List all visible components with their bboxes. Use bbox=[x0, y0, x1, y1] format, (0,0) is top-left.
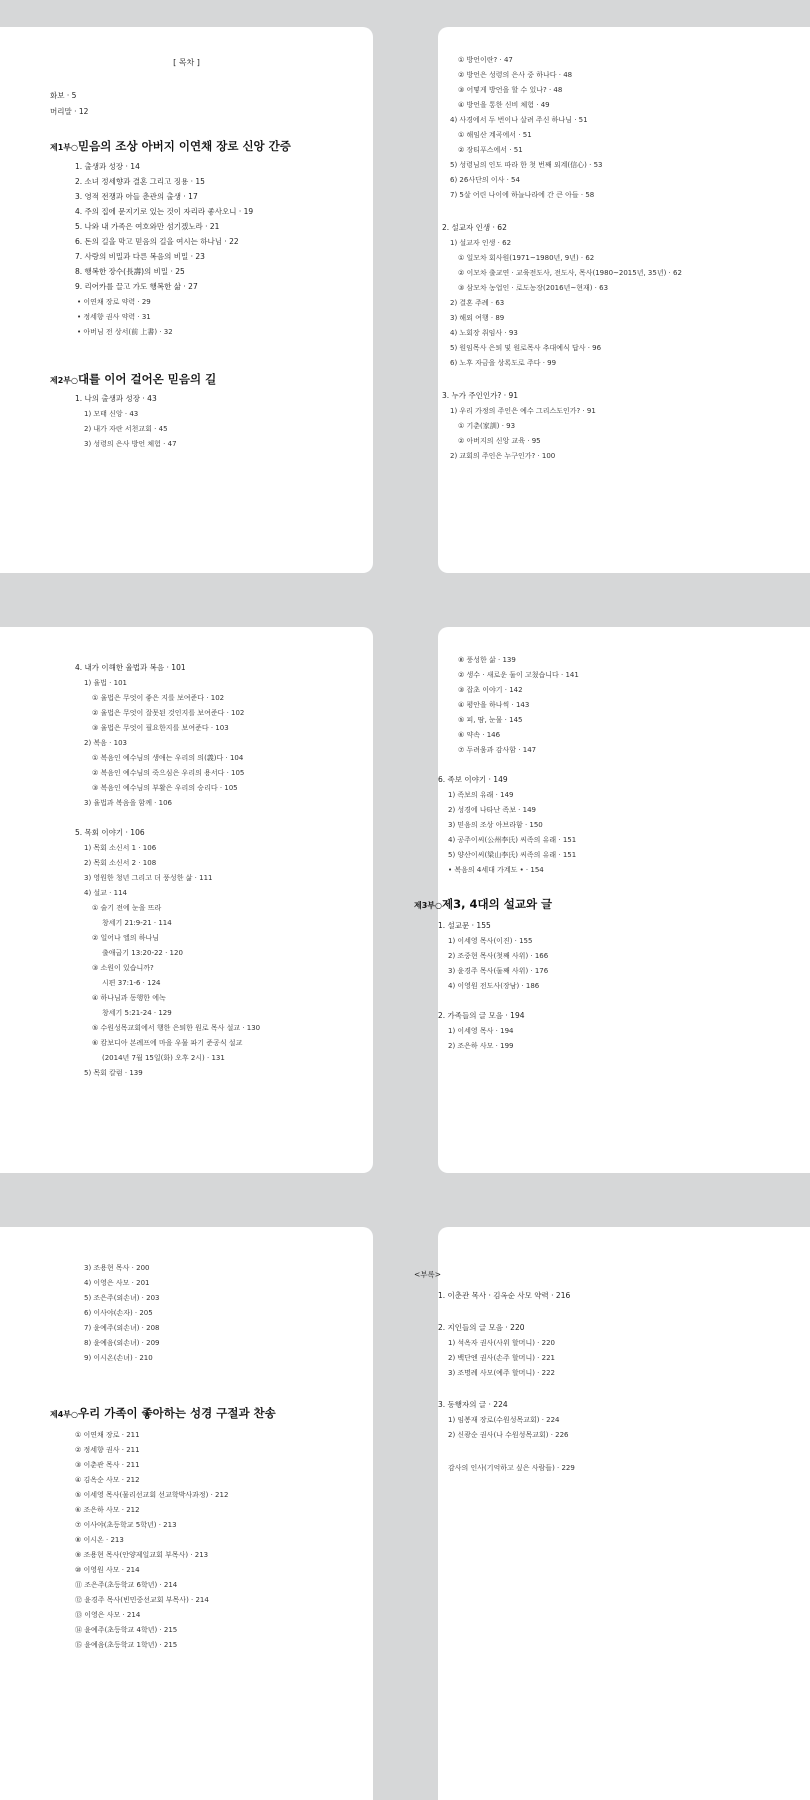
toc-entry: 4. 내가 이해한 율법과 복음 · 101 bbox=[75, 663, 186, 672]
toc-entry: ⑬ 이영은 사모 · 214 bbox=[75, 1611, 141, 1619]
toc-entry: 4) 공주이씨(公州李氏) 씨족의 유래 · 151 bbox=[448, 836, 577, 844]
toc-entry: ⑤ 이세영 목사(물리선교회 선교학박사과정) · 212 bbox=[75, 1491, 229, 1499]
toc-entry: 6) 26사단의 이사 · 54 bbox=[450, 176, 520, 184]
page-1 bbox=[0, 27, 373, 573]
toc-entry: 1) 족보의 유래 · 149 bbox=[448, 791, 514, 799]
toc-entry: 2. 지인들의 글 모음 · 220 bbox=[438, 1323, 525, 1332]
toc-entry: ③ 잡초 이야기 · 142 bbox=[458, 686, 523, 694]
toc-entry: 9. 리어카를 끌고 가도 행복한 삶 · 27 bbox=[75, 282, 198, 291]
appendix-title: <부록> bbox=[414, 1270, 442, 1279]
part-title: 우리 가족이 좋아하는 성경 구절과 찬송 bbox=[78, 1406, 276, 1420]
toc-entry: ① 이연채 장로 · 211 bbox=[75, 1431, 140, 1439]
toc-entry: 2) 백단엔 권사(손주 할머니) · 221 bbox=[448, 1354, 555, 1362]
toc-entry: 3) 영원한 청년 그리고 더 풍성한 삶 · 111 bbox=[84, 874, 213, 882]
toc-entry: 5. 목회 이야기 · 106 bbox=[75, 828, 145, 837]
toc-entry: ⑨ 조용현 목사(안양제일교회 부목사) · 213 bbox=[75, 1551, 209, 1559]
toc-entry: ⑥ 조은하 사모 · 212 bbox=[75, 1506, 140, 1514]
toc-entry: 1) 우리 가정의 주인은 예수 그리스도인가? · 91 bbox=[450, 407, 596, 415]
toc-entry: ② 이모차 출교연 · 교육전도사, 전도사, 목사(1980~2015년, 35년) · 62 bbox=[458, 269, 682, 277]
toc-entry: ② 복음인 예수님의 죽으심은 우리의 용서다 · 105 bbox=[92, 769, 245, 777]
toc-entry: 2) 성경에 나타난 족보 · 149 bbox=[448, 806, 536, 814]
toc-entry: 1. 이춘관 목사 · 김옥순 사모 약력 · 216 bbox=[438, 1291, 571, 1300]
toc-entry: ① 율법은 무엇이 좋은 지를 보여준다 · 102 bbox=[92, 694, 225, 702]
toc-entry: 4) 이영원 전도사(장남) · 186 bbox=[448, 982, 540, 990]
part-title: 대를 이어 걸어온 믿음의 길 bbox=[78, 372, 217, 386]
toc-entry: 1. 나의 출생과 성장 · 43 bbox=[75, 394, 157, 403]
toc-entry: ⑮ 윤예음(초등학교 1학년) · 215 bbox=[75, 1641, 178, 1649]
toc-entry: 5) 성령님의 인도 따라 한 첫 번째 외계(信心) · 53 bbox=[450, 161, 603, 169]
toc-entry: ③ 율법은 무엇이 필요한지를 보여준다 · 103 bbox=[92, 724, 229, 732]
toc-entry: 3) 조명례 사모(예주 할머니) · 222 bbox=[448, 1369, 555, 1377]
toc-entry: ⑦ 이사야(초등학교 5학년) · 213 bbox=[75, 1521, 177, 1529]
toc-entry: • 복음의 4세대 가계도 • · 154 bbox=[448, 866, 544, 874]
toc-entry: ⑩ 이영원 사모 · 214 bbox=[75, 1566, 140, 1574]
toc-entry: 창세기 21:9-21 · 114 bbox=[102, 919, 172, 927]
toc-entry: 1. 설교문 · 155 bbox=[438, 921, 491, 930]
toc-entry: ① 일모차 회사원(1971~1980년, 9년) · 62 bbox=[458, 254, 595, 262]
toc-entry: 1) 설교자 인생 · 62 bbox=[450, 239, 512, 247]
toc-entry: 4) 노회장 취임사 · 93 bbox=[450, 329, 518, 337]
toc-entry: 2) 교회의 주인은 누구인가? · 100 bbox=[450, 452, 556, 460]
toc-entry: ⑭ 윤예주(초등학교 4학년) · 215 bbox=[75, 1626, 178, 1634]
toc-entry: ⑧ 이시온 · 213 bbox=[75, 1536, 124, 1544]
toc-entry: ⑧ 풍성한 삶 · 139 bbox=[458, 656, 516, 664]
toc-entry: ③ 복음인 예수님의 부활은 우리의 승리다 · 105 bbox=[92, 784, 238, 792]
toc-entry: 1. 출생과 성장 · 14 bbox=[75, 162, 140, 171]
part-prefix: 제1부○ bbox=[50, 143, 79, 152]
toc-entry: ① 복음인 예수님의 생애는 우리의 의(義)다 · 104 bbox=[92, 754, 244, 762]
toc-entry: 6. 족보 이야기 · 149 bbox=[438, 775, 508, 784]
toc-entry: ① 술기 전에 눈을 뜨라 bbox=[92, 904, 162, 912]
toc-entry: 3) 해외 여행 · 89 bbox=[450, 314, 505, 322]
part-title: 제3, 4대의 설교와 글 bbox=[442, 897, 553, 911]
toc-entry: ① 기춘(家訓) · 93 bbox=[458, 422, 516, 430]
part-heading bbox=[50, 372, 216, 388]
toc-entry: 1) 이세영 목사 · 194 bbox=[448, 1027, 514, 1035]
toc-entry: ③ 이춘관 목사 · 211 bbox=[75, 1461, 140, 1469]
toc-entry: 1) 목회 소신서 1 · 106 bbox=[84, 844, 157, 852]
toc-entry: 5) 원임목사 은퇴 및 원로목사 추대예식 답사 · 96 bbox=[450, 344, 602, 352]
toc-entry: 창세기 5:21-24 · 129 bbox=[102, 1009, 172, 1017]
toc-entry: ⑪ 조은주(초등학교 6학년) · 214 bbox=[75, 1581, 178, 1589]
toc-entry: 1) 임봉재 장로(수원성목교회) · 224 bbox=[448, 1416, 560, 1424]
toc-entry: 1) 율법 · 101 bbox=[84, 679, 127, 687]
toc-entry: 2) 신광순 권사(나 수원성목교회) · 226 bbox=[448, 1431, 569, 1439]
part-prefix: 제4부○ bbox=[50, 1410, 79, 1419]
toc-entry: ④ 하나님과 동행한 에녹 bbox=[92, 994, 166, 1002]
toc-entry: 5) 양산이씨(梁山李氏) 씨족의 유래 · 151 bbox=[448, 851, 577, 859]
toc-entry: 2) 조은하 사모 · 199 bbox=[448, 1042, 514, 1050]
toc-entry: 5) 목회 칼럼 · 139 bbox=[84, 1069, 143, 1077]
toc-entry: 2. 설교자 인생 · 62 bbox=[442, 223, 507, 232]
part-heading bbox=[50, 139, 291, 155]
toc-entry: ③ 삼모차 농업인 · 로도농장(2016년~현재) · 63 bbox=[458, 284, 609, 292]
toc-entry: 1) 모태 신앙 · 43 bbox=[84, 410, 139, 418]
toc-entry: 3) 윤경주 목사(둘째 사위) · 176 bbox=[448, 967, 549, 975]
part-title: 믿음의 조상 아버지 이연채 장로 신앙 간증 bbox=[78, 139, 291, 153]
toc-entry: 1) 석옥자 권사(사위 할머니) · 220 bbox=[448, 1339, 555, 1347]
toc-entry: ② 일어나 엘의 하나님 bbox=[92, 934, 160, 942]
toc-entry: ② 장티푸스에서 · 51 bbox=[458, 146, 523, 154]
toc-entry: ⑫ 윤경주 목사(빈민중선교회 부목사) · 214 bbox=[75, 1596, 209, 1604]
toc-entry: 머리말 · 12 bbox=[50, 107, 89, 116]
page-4 bbox=[414, 627, 810, 1173]
toc-entry: 7) 5살 어린 나이에 하늘나라에 간 큰 아들 · 58 bbox=[450, 191, 595, 199]
toc-entry: ⑥ 약속 · 146 bbox=[458, 731, 501, 739]
toc-entry: 8) 윤예음(외손녀) · 209 bbox=[84, 1339, 160, 1347]
toc-entry: 5. 나와 내 가족은 여호와만 섬기겠노라 · 21 bbox=[75, 222, 220, 231]
toc-entry: 감사의 인사(기억하고 싶은 사람들) · 229 bbox=[448, 1464, 575, 1472]
toc-entry: ⑦ 두려움과 감사함 · 147 bbox=[458, 746, 537, 754]
toc-entry: 3) 조용현 목사 · 200 bbox=[84, 1264, 150, 1272]
toc-entry: ② 방언은 성령의 은사 중 하나다 · 48 bbox=[458, 71, 573, 79]
toc-entry: • 아버님 전 상서(前 上書) · 32 bbox=[77, 328, 173, 336]
toc-entry: 2) 내가 자란 서천교회 · 45 bbox=[84, 425, 168, 433]
toc-entry: ① 방언이란? · 47 bbox=[458, 56, 513, 64]
part-prefix: 제3부○ bbox=[414, 901, 443, 910]
toc-entry: 7. 사랑의 비밀과 다른 복음의 비밀 · 23 bbox=[75, 252, 205, 261]
toc-entry: 시편 37:1-6 · 124 bbox=[102, 979, 161, 987]
page-2 bbox=[438, 27, 810, 573]
toc-entry: 4) 설교 · 114 bbox=[84, 889, 127, 897]
toc-entry: 3) 믿음의 조상 아브라함 · 150 bbox=[448, 821, 543, 829]
toc-entry: ④ 평안을 하나씩 · 143 bbox=[458, 701, 530, 709]
toc-entry: 4) 이영은 사모 · 201 bbox=[84, 1279, 150, 1287]
toc-entry: 4. 주의 집에 문지기로 있는 것이 자리라 좋사오니 · 19 bbox=[75, 207, 254, 216]
toc-entry: 6) 노후 자금을 상록도로 주다 · 99 bbox=[450, 359, 557, 367]
toc-entry: ① 해임산 계곡에서 · 51 bbox=[458, 131, 532, 139]
toc-entry: ③ 어떻게 방언을 할 수 있나? · 48 bbox=[458, 86, 563, 94]
toc-entry: 출애굽기 13:20-22 · 120 bbox=[102, 949, 183, 957]
toc-entry: 3. 누가 주인인가? · 91 bbox=[442, 391, 519, 400]
toc-entry: ⑤ 수원성목교회에서 행한 은퇴한 원로 목사 설교 · 130 bbox=[92, 1024, 261, 1032]
toc-entry: 9) 이시온(손녀) · 210 bbox=[84, 1354, 153, 1362]
toc-entry: ③ 소원이 있습니까? bbox=[92, 964, 154, 972]
toc-entry: ② 아버지의 신앙 교육 · 95 bbox=[458, 437, 541, 445]
toc-entry: ⑤ 피, 땀, 눈물 · 145 bbox=[458, 716, 523, 724]
toc-entry: 5) 조은주(외손녀) · 203 bbox=[84, 1294, 160, 1302]
toc-entry: 3. 동행자의 글 · 224 bbox=[438, 1400, 508, 1409]
toc-entry: • 정세향 권사 약력 · 31 bbox=[77, 313, 151, 321]
part-heading bbox=[414, 897, 552, 913]
toc-entry: 2) 결혼 주례 · 63 bbox=[450, 299, 505, 307]
toc-entry: ② 율법은 무엇이 잘못된 것인지를 보여준다 · 102 bbox=[92, 709, 245, 717]
toc-entry: 2) 목회 소신서 2 · 108 bbox=[84, 859, 157, 867]
toc-entry: ② 정세향 권사 · 211 bbox=[75, 1446, 140, 1454]
toc-entry: 2. 가족들의 글 모음 · 194 bbox=[438, 1011, 525, 1020]
toc-title: [ 목차 ] bbox=[173, 58, 200, 67]
toc-entry: 6. 돈의 길을 막고 믿음의 길을 여시는 하나님 · 22 bbox=[75, 237, 239, 246]
toc-entry: ⑥ 캄보디아 본례프에 마을 우물 파기 준공식 설교 bbox=[92, 1039, 243, 1047]
toc-entry: 8. 행복한 장수(長壽)의 비밀 · 25 bbox=[75, 267, 185, 276]
page-3 bbox=[0, 627, 373, 1173]
part-prefix: 제2부○ bbox=[50, 376, 79, 385]
page-5 bbox=[0, 1227, 373, 1800]
toc-entry: 1) 이세영 목사(이진) · 155 bbox=[448, 937, 533, 945]
toc-entry: 3. 영적 전쟁과 아들 춘관의 출생 · 17 bbox=[75, 192, 198, 201]
toc-entry: ④ 방언을 통한 신비 체험 · 49 bbox=[458, 101, 550, 109]
toc-entry: 3) 성령의 은사 방언 체험 · 47 bbox=[84, 440, 177, 448]
toc-entry: 4) 사경에서 두 번이나 살려 주신 하나님 · 51 bbox=[450, 116, 588, 124]
toc-entry: 3) 율법과 복음을 함께 · 106 bbox=[84, 799, 172, 807]
toc-entry: 2. 소녀 정세향과 결혼 그리고 징용 · 15 bbox=[75, 177, 205, 186]
part-heading bbox=[50, 1406, 276, 1422]
toc-entry: 화보 · 5 bbox=[50, 91, 77, 100]
page-6 bbox=[414, 1227, 810, 1800]
toc-entry: 2) 조중현 목사(첫째 사위) · 166 bbox=[448, 952, 549, 960]
toc-entry: 2) 복음 · 103 bbox=[84, 739, 127, 747]
toc-entry: 6) 이사야(손자) · 205 bbox=[84, 1309, 153, 1317]
toc-entry: • 이연채 장로 약력 · 29 bbox=[77, 298, 151, 306]
toc-entry: 7) 윤예주(외손녀) · 208 bbox=[84, 1324, 160, 1332]
toc-entry: (2014년 7월 15일(화) 오후 2시) · 131 bbox=[102, 1054, 225, 1062]
toc-entry: ② 생수 · 새로운 둘이 고쳤습니다 · 141 bbox=[458, 671, 579, 679]
toc-entry: ④ 김옥순 사모 · 212 bbox=[75, 1476, 140, 1484]
